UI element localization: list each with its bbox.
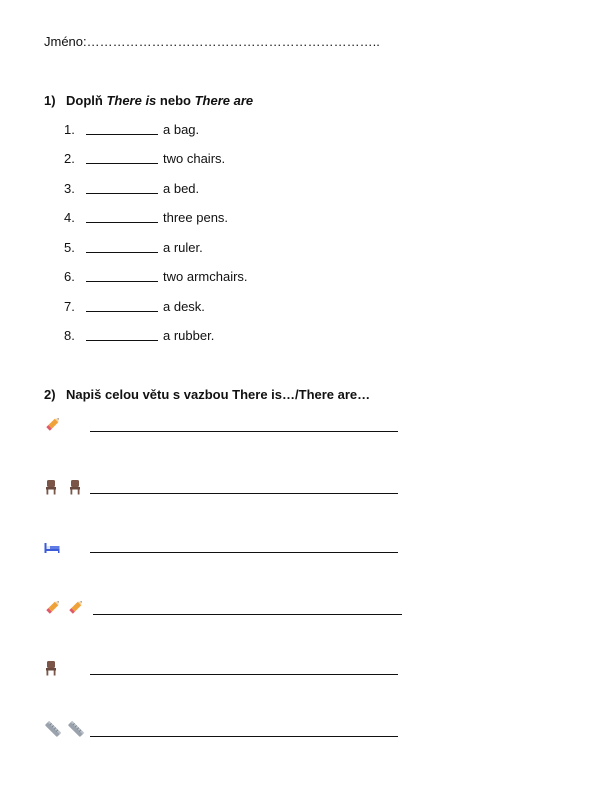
item-text: a bag. xyxy=(163,122,200,137)
exercise-item xyxy=(64,328,214,344)
answer-line[interactable] xyxy=(90,493,398,494)
fill-in-blank[interactable] xyxy=(86,152,158,164)
fill-in-blank[interactable] xyxy=(86,300,158,312)
exercise-item xyxy=(64,240,203,256)
fill-in-blank[interactable] xyxy=(86,182,158,194)
exercise-item xyxy=(64,299,205,315)
item-number: 5. xyxy=(64,240,75,255)
section-2-number: 2) xyxy=(44,387,56,402)
pencil-icon xyxy=(44,598,62,616)
bed-icon xyxy=(44,542,60,554)
chair-icon xyxy=(44,479,58,495)
section-1-title-there-is: There is xyxy=(106,93,157,108)
exercise-item xyxy=(64,122,199,138)
item-text: a bed. xyxy=(163,181,200,196)
item-number: 3. xyxy=(64,181,75,196)
exercise-item xyxy=(64,181,199,197)
item-text: two armchairs. xyxy=(163,269,248,284)
item-number: 8. xyxy=(64,328,75,343)
item-number: 7. xyxy=(64,299,75,314)
exercise-item xyxy=(64,269,248,285)
item-text: a ruler. xyxy=(163,240,203,255)
answer-line[interactable] xyxy=(93,614,402,615)
pencil-icon xyxy=(67,598,85,616)
sentence-row xyxy=(0,540,600,560)
section-2-title: Napiš celou větu s vazbou There is…/There are… xyxy=(66,387,371,402)
name-field-label: Jméno:………………………………………………………….. xyxy=(44,34,380,49)
answer-line[interactable] xyxy=(90,431,398,432)
item-number: 6. xyxy=(64,269,75,284)
item-text: two chairs. xyxy=(163,151,226,166)
fill-in-blank[interactable] xyxy=(86,241,158,253)
chair-icon xyxy=(44,660,58,676)
item-number: 4. xyxy=(64,210,75,225)
item-text: three pens. xyxy=(163,210,229,225)
ruler-icon xyxy=(44,720,62,738)
section-1-title-there-are: There are xyxy=(194,93,254,108)
fill-in-blank[interactable] xyxy=(86,211,158,223)
fill-in-blank[interactable] xyxy=(86,270,158,282)
section-1-heading xyxy=(44,93,253,108)
section-1-title-prefix: Doplň xyxy=(66,93,107,108)
sentence-row xyxy=(0,479,600,499)
item-number: 2. xyxy=(64,151,75,166)
sentence-row xyxy=(0,720,600,740)
exercise-item xyxy=(64,210,228,226)
sentence-row xyxy=(0,598,600,618)
ruler-icon xyxy=(67,720,85,738)
section-2-heading xyxy=(44,387,370,402)
chair-icon xyxy=(68,479,82,495)
fill-in-blank[interactable] xyxy=(86,123,158,135)
sentence-row xyxy=(0,415,600,435)
item-text: a desk. xyxy=(163,299,205,314)
answer-line[interactable] xyxy=(90,674,398,675)
answer-line[interactable] xyxy=(90,552,398,553)
sentence-row xyxy=(0,660,600,680)
item-number: 1. xyxy=(64,122,75,137)
answer-line[interactable] xyxy=(90,736,398,737)
section-1-title-mid: nebo xyxy=(156,93,195,108)
pencil-icon xyxy=(44,415,62,433)
exercise-item xyxy=(64,151,225,167)
section-1-number: 1) xyxy=(44,93,56,108)
fill-in-blank[interactable] xyxy=(86,329,158,341)
item-text: a rubber. xyxy=(163,328,215,343)
